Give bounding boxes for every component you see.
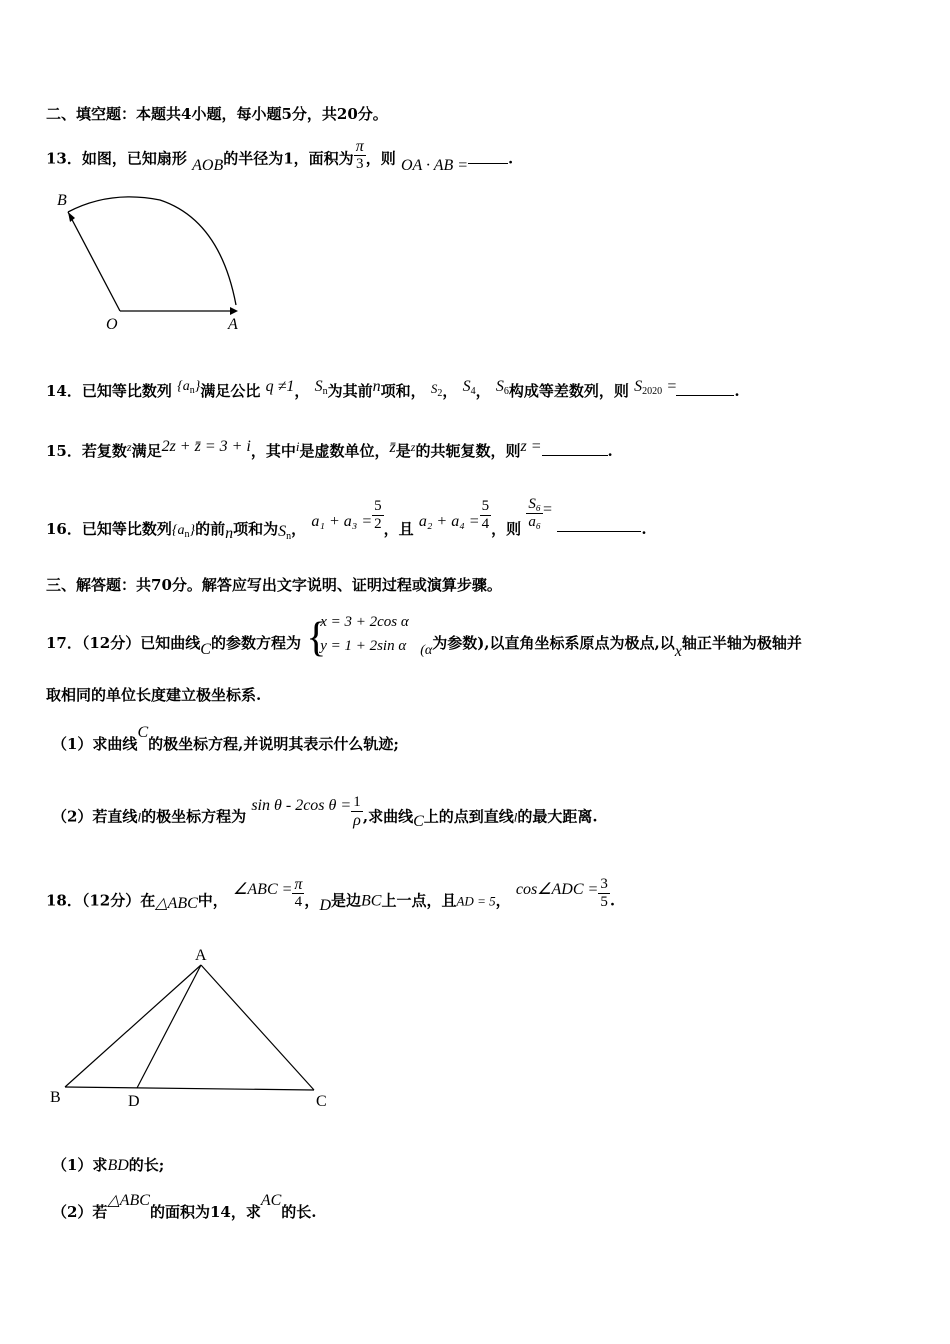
q16-answer-blank (557, 517, 641, 532)
q15-i: i (295, 439, 300, 454)
question-18 (46, 876, 616, 919)
q18-part-2 (52, 1192, 317, 1222)
q17-polar-fraction: $\frac{1}{\rho}$ (353, 794, 361, 829)
label-a: A (228, 316, 238, 333)
sector-radius-ob (68, 212, 120, 311)
q15-number: 15． (46, 442, 82, 460)
q14-ratio: q ≠1 (265, 378, 295, 395)
q17-text-4: 轴正半轴为极轴并 (681, 634, 802, 652)
question-17 (46, 614, 802, 666)
section-3-heading: 三、解答题：共70分。解答应写出文字说明、证明过程或演算步骤。 (46, 576, 502, 594)
q14-s2: $S_2$ (430, 381, 443, 399)
q17-equation-x: x = 3 + 2cos α (320, 614, 409, 630)
q14-comma-1: ， (294, 382, 310, 400)
q14-s6: $S_6$ (495, 378, 509, 397)
arrow-head-a (230, 307, 238, 315)
q16-fraction-1: $\frac{5}{2}$ (374, 498, 382, 532)
q17-part-2-d: 上的点到直线 (423, 807, 514, 826)
q17-part-1-a: （1）求曲线 (52, 735, 138, 753)
q13-text-1: 如图，已知扇形 (81, 149, 187, 168)
q16-condition-1: a₁ + a₃ = (311, 512, 373, 530)
q17-alpha: (α (420, 643, 433, 658)
q17-text-1: 已知曲线 (140, 634, 201, 652)
q15-end: . (607, 442, 613, 460)
q13-expression: OA · AB = (400, 156, 469, 174)
q14-number: 14． (46, 382, 82, 400)
q18-angle: ∠ABC = (233, 880, 293, 898)
q14-text-3: 为其前 (327, 382, 373, 400)
label-o: O (106, 316, 118, 333)
q14-s4: $S_4$ (462, 378, 476, 397)
q14-end: . (734, 382, 740, 400)
q18-ac: AC (260, 1192, 282, 1209)
q18-angle-fraction: $\frac{\pi}{4}$ (294, 876, 303, 910)
q18-part-1 (52, 1154, 164, 1175)
q17-part-2-c: ,求曲线 (362, 807, 414, 826)
q17-number: 17． (46, 634, 82, 652)
q15-text-1: 若复数 (81, 442, 127, 460)
q17-parametric-system (306, 614, 420, 666)
q18-part-2-c: 的长. (281, 1203, 317, 1221)
q18-part-1-a: （1）求 (52, 1156, 108, 1174)
q16-number: 16． (46, 519, 82, 538)
q16-text-5: ，则 (491, 519, 522, 538)
q14-an: $\{a_n\}$ (177, 379, 201, 396)
vertex-d: D (128, 1093, 140, 1110)
q18-end: . (609, 891, 616, 910)
q17-polar-equation: sin θ - 2cos θ = (251, 796, 352, 814)
question-16: 16．已知等比数列$\{a_n\}$的前n项和为$S_n$， a₁ + a₃ = $\frac{5}{2}$ ，且 a₂ + a₄ = $\frac{5}{4}$ ，则 $\frac{\text{S₆}}{\text{a₆}}$ = . (46, 496, 647, 542)
q17-line-l: l (137, 809, 142, 825)
q17-score: （12分） (81, 634, 141, 652)
q18-text-4: 是边 (331, 891, 362, 910)
q13-fraction (354, 138, 366, 173)
q18-part-2-b: 的面积为14，求 (149, 1203, 261, 1221)
q14-text-1: 已知等比数列 (81, 382, 172, 400)
q16-text-2: 的前 (195, 519, 226, 538)
vertex-a: A (195, 947, 207, 964)
q16-ratio-fraction: $\frac{\text{S₆}}{\text{a₆}}$ (528, 496, 542, 530)
q16-sn: $S_n$ (278, 522, 292, 542)
q14-equals: = (667, 378, 677, 395)
q18-text-1: 在 (140, 891, 156, 910)
q15-equation: 2z + z̄ = 3 + i (161, 438, 251, 455)
q17-part-2-line: l (513, 809, 518, 825)
q17-part-2-a: （2）若直线 (52, 807, 138, 826)
q13-text-3: ，则 (365, 149, 396, 168)
q18-cosine-fraction: $\frac{3}{5}$ (600, 876, 608, 910)
q16-text-3: 项和为 (233, 519, 279, 538)
arrow-head-b (68, 212, 75, 222)
q17-brace: { (306, 615, 327, 661)
q18-part-1-b: 的长; (128, 1156, 165, 1174)
q17-part-1-b: 的极坐标方程,并说明其表示什么轨迹; (148, 735, 399, 753)
q15-text-4: 是虚数单位， (299, 442, 390, 460)
q16-text-1: 已知等比数列 (81, 519, 172, 538)
q17-line-2: 取相同的单位长度建立极坐标系. (46, 686, 262, 704)
q18-score: （12分） (81, 891, 141, 910)
q18-part-2-a: （2）若 (52, 1203, 108, 1221)
q17-part-2 (52, 794, 598, 835)
q17-part-2-b: 的极坐标方程为 (141, 807, 247, 826)
q16-condition-2: a₂ + a₄ = (418, 512, 480, 530)
q18-part-2-triangle: △ABC (107, 1192, 150, 1209)
q17-x: x (674, 643, 682, 660)
q17-part-1 (52, 724, 399, 754)
q17-curve-c: C (200, 641, 211, 658)
q17-part-2-curve: C (413, 812, 424, 830)
side-bc (65, 1087, 314, 1090)
vertex-b: B (50, 1089, 61, 1106)
q18-number: 18． (46, 891, 82, 910)
section-2-heading: 二、填空题：本题共4小题，每小题5分，共20分。 (46, 105, 388, 123)
q18-bd: BD (107, 1157, 129, 1174)
q14-text-4: 项和， (380, 382, 426, 400)
q18-text-6: ， (495, 891, 511, 910)
side-ab (65, 965, 201, 1087)
sector-arc (68, 197, 236, 305)
q16-fraction-2: $\frac{5}{4}$ (481, 498, 490, 532)
q13-end: . (508, 149, 514, 168)
q15-text-3: ，其中 (250, 442, 296, 460)
q18-bc: BC (361, 892, 382, 910)
question-13 (46, 138, 514, 177)
vertex-c: C (316, 1093, 327, 1110)
q15-z-2: z (410, 440, 416, 454)
segment-ad (137, 965, 201, 1088)
q18-comma: ， (304, 891, 320, 910)
q14-answer-blank (676, 381, 734, 396)
question-15 (46, 440, 613, 461)
sector-figure (50, 185, 250, 335)
q15-zbar: z̄ (389, 439, 396, 456)
q16-text-4: ，且 (383, 519, 414, 538)
q13-frac-den: 3 (355, 156, 364, 172)
question-14: 14．已知等比数列 $\{a_n\}$满足公比 q ≠1， $S_n$为其前n项和， $S_2$， $S_4$， $S_6$构成等差数列，则 $S_{2020}$ = . (46, 378, 740, 400)
q17-text-2: 的参数方程为 (210, 634, 301, 652)
q15-answer-blank (542, 441, 608, 456)
q16-equals: = (543, 500, 553, 518)
q17-text-3: 为参数),以直角坐标系原点为极点,以 (432, 634, 675, 652)
q18-text-2: 中， (197, 891, 228, 910)
q18-text-5: 上一点，且 (381, 891, 457, 910)
q18-triangle: △ABC (155, 894, 198, 912)
q18-cosine: cos∠ADC = (515, 880, 599, 898)
q16-end: . (641, 519, 647, 538)
q13-frac-num: π (355, 138, 364, 155)
q14-text-5: 构成等差数列，则 (508, 382, 629, 400)
label-b: B (57, 192, 67, 209)
q17-part-1-c: C (137, 724, 149, 741)
q13-aob: AOB (192, 156, 224, 174)
q16-an: $\{a_n\}$ (171, 522, 196, 540)
q14-s2020: $S_{2020}$ (634, 378, 663, 397)
q15-z-equals: z = (520, 438, 542, 455)
triangle-figure (44, 942, 344, 1122)
q15-text-5: 是 (395, 442, 411, 460)
q13-text-2: 的半径为1，面积为 (223, 149, 354, 168)
q14-text-2: 满足公比 (200, 382, 261, 400)
q18-d: D (319, 896, 331, 914)
side-ac (201, 965, 314, 1090)
q15-z: z (126, 440, 132, 454)
q14-n: n (372, 378, 381, 395)
q13-number: 13． (46, 149, 82, 168)
q13-answer-blank (468, 149, 508, 164)
q18-ad: AD = 5 (456, 893, 496, 909)
q17-part-2-e: 的最大距离. (517, 807, 598, 826)
q15-text-2: 满足 (131, 442, 162, 460)
q17-equation-y: y = 1 + 2sin α (320, 638, 407, 654)
q14-sn: $S_n$ (314, 378, 328, 397)
q16-n: n (225, 524, 234, 542)
q15-text-6: 的共轭复数，则 (415, 442, 521, 460)
